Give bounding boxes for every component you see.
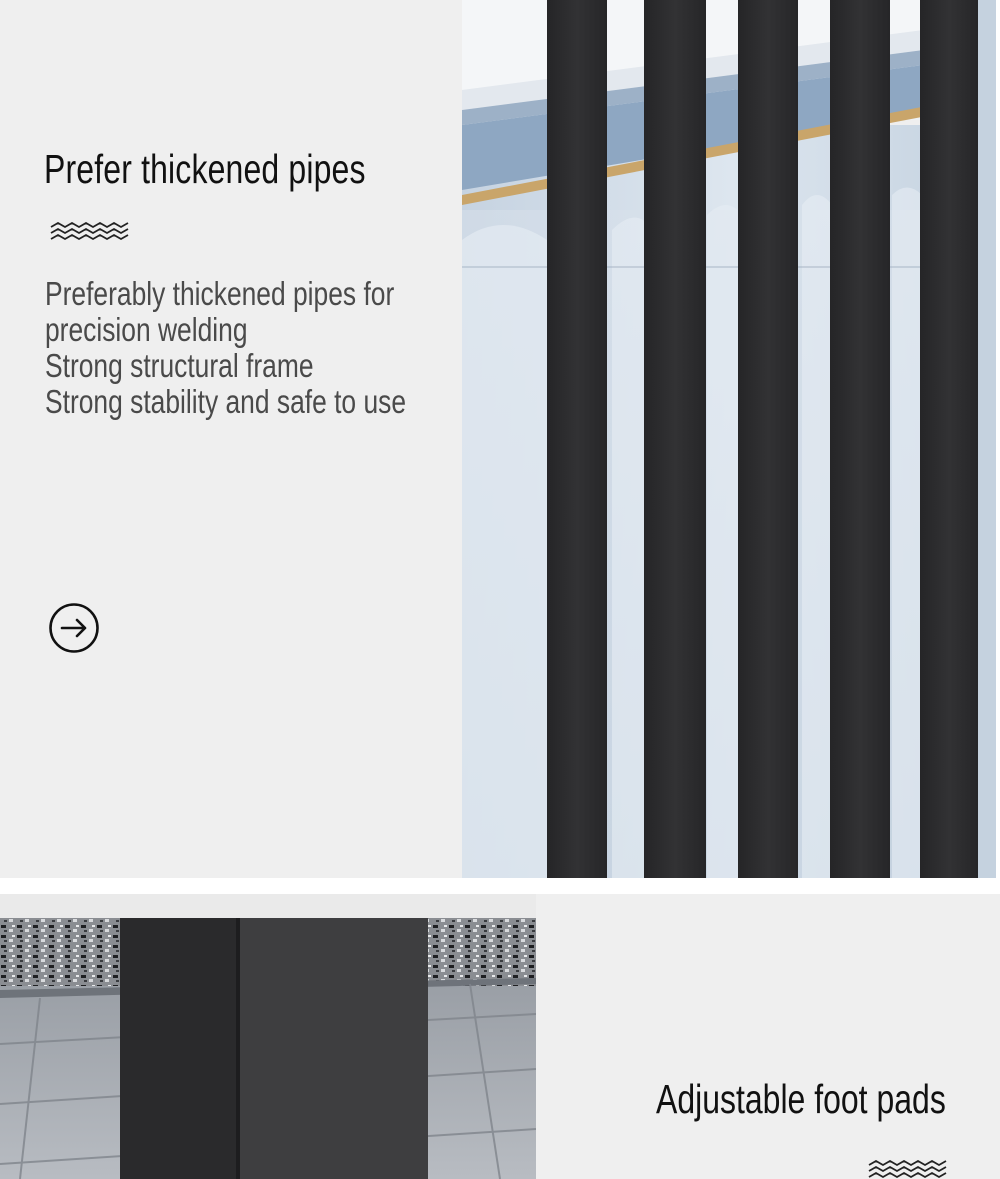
foot-pad-photo: [0, 894, 536, 1179]
description-line: Strong structural frame: [45, 347, 314, 384]
pipes-photo: [462, 0, 1000, 878]
feature-section-foot-pads: [0, 894, 1000, 1179]
feature-title: Prefer thickened pipes: [44, 146, 366, 192]
feature-text-panel: [0, 0, 462, 878]
wave-divider-icon: [50, 222, 132, 244]
feature-description: [45, 276, 469, 420]
wave-divider-icon: [868, 1160, 950, 1179]
arrow-right-circle-icon[interactable]: [48, 602, 100, 654]
description-line: Preferably thickened pipes for: [45, 275, 395, 312]
description-line: Strong stability and safe to use: [45, 383, 407, 420]
feature-title: Adjustable foot pads: [656, 1076, 946, 1122]
description-line: precision welding: [45, 311, 248, 348]
